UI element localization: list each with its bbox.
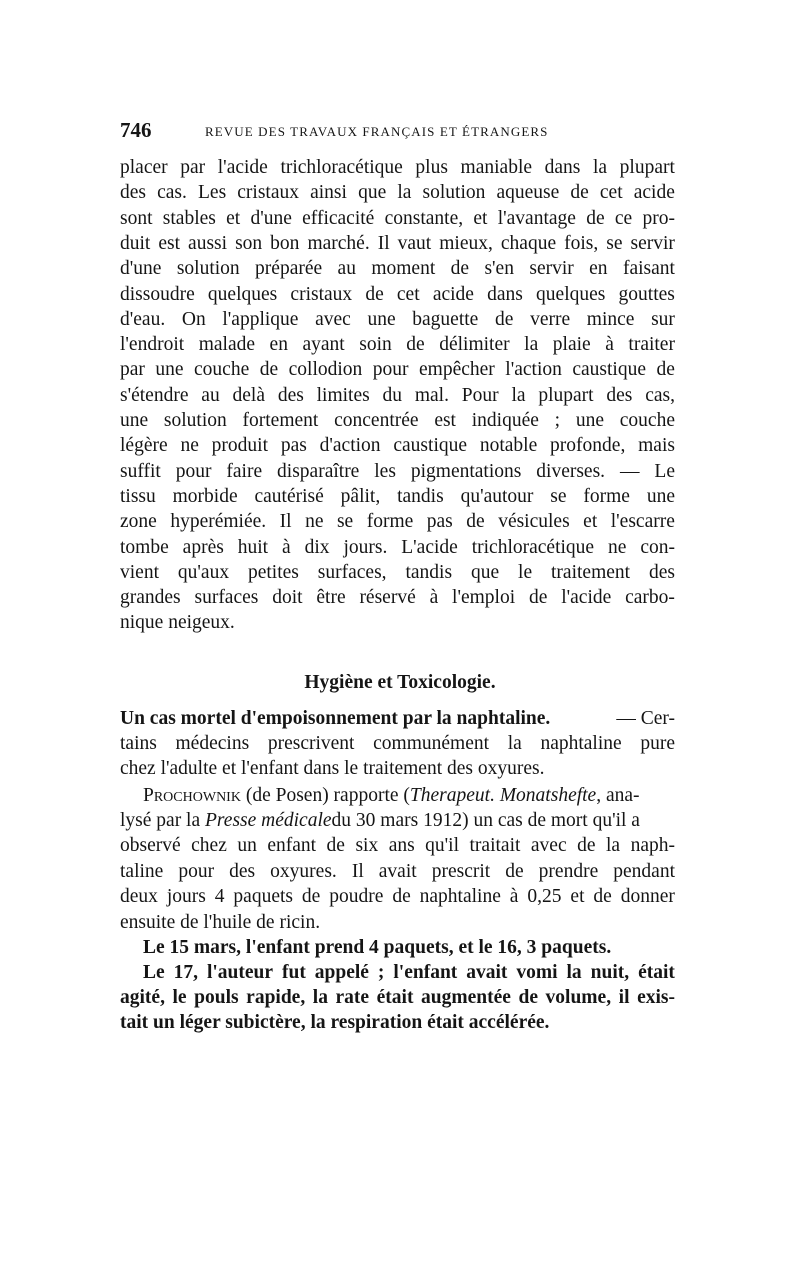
text-line — [120, 708, 675, 730]
text-line: suffit pour faire disparaître les pigmentations diverses. — Le — [120, 460, 675, 482]
text-line: d'eau. On l'applique avec une baguette de verre mince sur — [120, 308, 675, 330]
text-line: légère ne produit pas d'action caustique notable profonde, mais — [120, 435, 675, 457]
text-line: tait un léger subictère, la respiration était accélérée. — [120, 1012, 550, 1033]
text-line: chez l'adulte et l'enfant dans le traitement des oxyures. — [120, 758, 545, 779]
text-line: taline pour des oxyures. Il avait prescrit de prendre pendant — [120, 860, 675, 882]
text-line: l'endroit malade en ayant soin de délimiter la plaie à traiter — [120, 334, 675, 356]
text-line: s'étendre au delà des limites du mal. Pour la plupart des cas, — [120, 384, 675, 406]
page-header — [120, 118, 680, 142]
text-line: zone hyperémiée. Il ne se forme pas de vésicules et l'escarre — [120, 511, 675, 533]
text-line: tissu morbide cautérisé pâlit, tandis qu'autour se forme une — [120, 485, 675, 507]
article-title-rest: — Cer- — [616, 708, 675, 729]
running-title: REVUE DES TRAVAUX FRANÇAIS ET ÉTRANGERS — [205, 124, 549, 139]
text-line: tombe après huit à dix jours. L'acide trichloracétique ne con- — [120, 536, 675, 558]
journal-name: Therapeut. Monatshefte — [409, 785, 597, 806]
text-line: par une couche de collodion pour empêcher l'action caustique de — [120, 359, 675, 381]
page-number: 746 — [120, 118, 152, 142]
text-line: placer par l'acide trichloracétique plus maniable dans la plupart — [120, 157, 675, 178]
text-line: deux jours 4 paquets de poudre de naphtaline à 0,25 et de donner — [120, 886, 675, 907]
text-line: ensuite de l'huile de ricin. — [120, 911, 321, 933]
text-line: Le 15 mars, l'enfant prend 4 paquets, et le 16, 3 paquets. — [143, 937, 612, 958]
text-line: observé chez un enfant de six ans qu'il traitait avec de la naph- — [120, 835, 675, 856]
text-line: dissoudre quelques cristaux de cet acide dans quelques gouttes — [120, 283, 675, 305]
text-line: agité, le pouls rapide, la rate était augmentée de volume, il exis- — [120, 987, 675, 1008]
text-line: une solution fortement concentrée est indiquée ; une couche — [120, 410, 675, 431]
text-line: lysé par la Presse médicale du 30 mars 1912) un cas de mort qu'il a — [120, 810, 640, 831]
text-line: duit est aussi son bon marché. Il vaut mieux, chaque fois, se servir — [120, 232, 675, 254]
text-line: grandes surfaces doit être réservé à l'emploi de l'acide carbo- — [120, 587, 675, 609]
text-line: Le 17, l'auteur fut appelé ; l'enfant avait vomi la nuit, était — [143, 962, 675, 983]
text-line: Prochownik (de Posen) rapporte (Therapeut. Monatshefte, ana- — [143, 785, 640, 806]
text-line: sont stables et d'une efficacité constante, et l'avantage de ce pro- — [120, 207, 675, 229]
article-title: Un cas mortel d'empoisonnement par la naphtaline. — [120, 708, 551, 729]
text-line: des cas. Les cristaux ainsi que la solution aqueuse de cet acide — [120, 182, 675, 204]
text-line: tains médecins prescrivent communément la naphtaline pure — [120, 733, 675, 754]
presse-medicale: Presse médicale — [205, 810, 332, 831]
text-line: d'une solution préparée au moment de s'en servir en faisant — [120, 258, 675, 280]
text-line: nique neigeux. — [120, 612, 235, 634]
author-name: Prochownik — [143, 785, 241, 806]
section-title: Hygiène et Toxicologie. — [304, 672, 496, 693]
text-line: vient qu'aux petites surfaces, tandis que le traitement des — [120, 561, 675, 583]
